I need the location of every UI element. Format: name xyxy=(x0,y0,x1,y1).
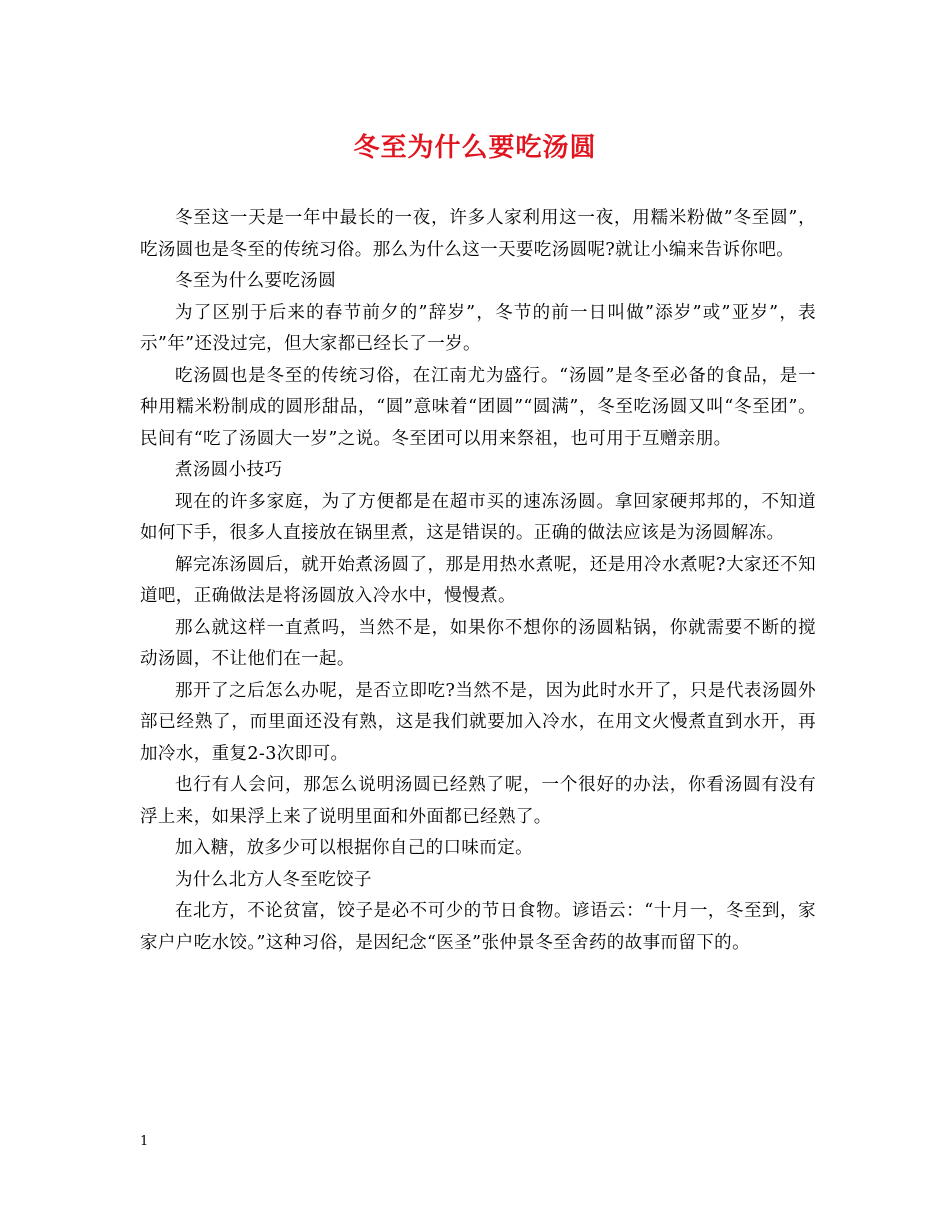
section-heading-cooking-tips: 煮汤圆小技巧 xyxy=(175,460,283,480)
paragraph: 那么就这样一直煮吗，当然不是，如果你不想你的汤圆粘锅，你就需要不断的搅动汤圆，不让他们在一起。 xyxy=(140,617,816,669)
section-heading-north-dumplings: 为什么北方人冬至吃饺子 xyxy=(175,869,372,890)
paragraph: 吃汤圆也是冬至的传统习俗，在江南尤为盛行。“汤圆”是冬至必备的食品，是一种用糯米粉制成的圆形甜品，“圆”意味着“团圆”“圆满”，冬至吃汤圆又叫“冬至团”。民间有“吃了汤圆大一岁”之说。冬至团可以用来祭祖，也可用于互赠亲朋。 xyxy=(140,365,816,449)
paragraph: 在北方，不论贫富，饺子是必不可少的节日食物。谚语云：“十月一，冬至到，家家户户吃水饺。”这种习俗，是因纪念“医圣”张仲景冬至舍药的故事而留下的。 xyxy=(140,901,816,953)
paragraph: 加入糖，放多少可以根据你自己的口味而定。 xyxy=(175,838,533,858)
paragraph: 现在的许多家庭，为了方便都是在超市买的速冻汤圆。拿回家硬邦邦的，不知道如何下手，很多人直接放在锅里煮，这是错误的。正确的做法应该是为汤圆解冻。 xyxy=(140,491,816,543)
paragraph-intro: 冬至这一天是一年中最长的一夜，许多人家利用这一夜，用糯米粉做”冬至圆”，吃汤圆也是冬至的传统习俗。那么为什么这一天要吃汤圆呢?就让小编来告诉你吧。 xyxy=(140,208,816,260)
document-title: 冬至为什么要吃汤圆 xyxy=(353,133,597,163)
document-body xyxy=(140,203,816,959)
paragraph: 那开了之后怎么办呢，是否立即吃?当然不是，因为此时水开了，只是代表汤圆外部已经熟了，而里面还没有熟，这是我们就要加入冷水，在用文火慢煮直到水开，再加冷水，重复2-3次即可。 xyxy=(140,680,816,764)
page-number: 1 xyxy=(140,1134,149,1149)
section-heading-why-tangyuan: 冬至为什么要吃汤圆 xyxy=(175,271,337,291)
paragraph: 也行有人会问，那怎么说明汤圆已经熟了呢，一个很好的办法，你看汤圆有没有浮上来，如果浮上来了说明里面和外面都已经熟了。 xyxy=(140,775,816,827)
paragraph: 为了区别于后来的春节前夕的”辞岁”，冬节的前一日叫做”添岁”或”亚岁”，表示”年”还没过完，但大家都已经长了一岁。 xyxy=(140,302,816,354)
paragraph: 解完冻汤圆后，就开始煮汤圆了，那是用热水煮呢，还是用冷水煮呢?大家还不知道吧，正确做法是将汤圆放入冷水中，慢慢煮。 xyxy=(140,554,816,606)
